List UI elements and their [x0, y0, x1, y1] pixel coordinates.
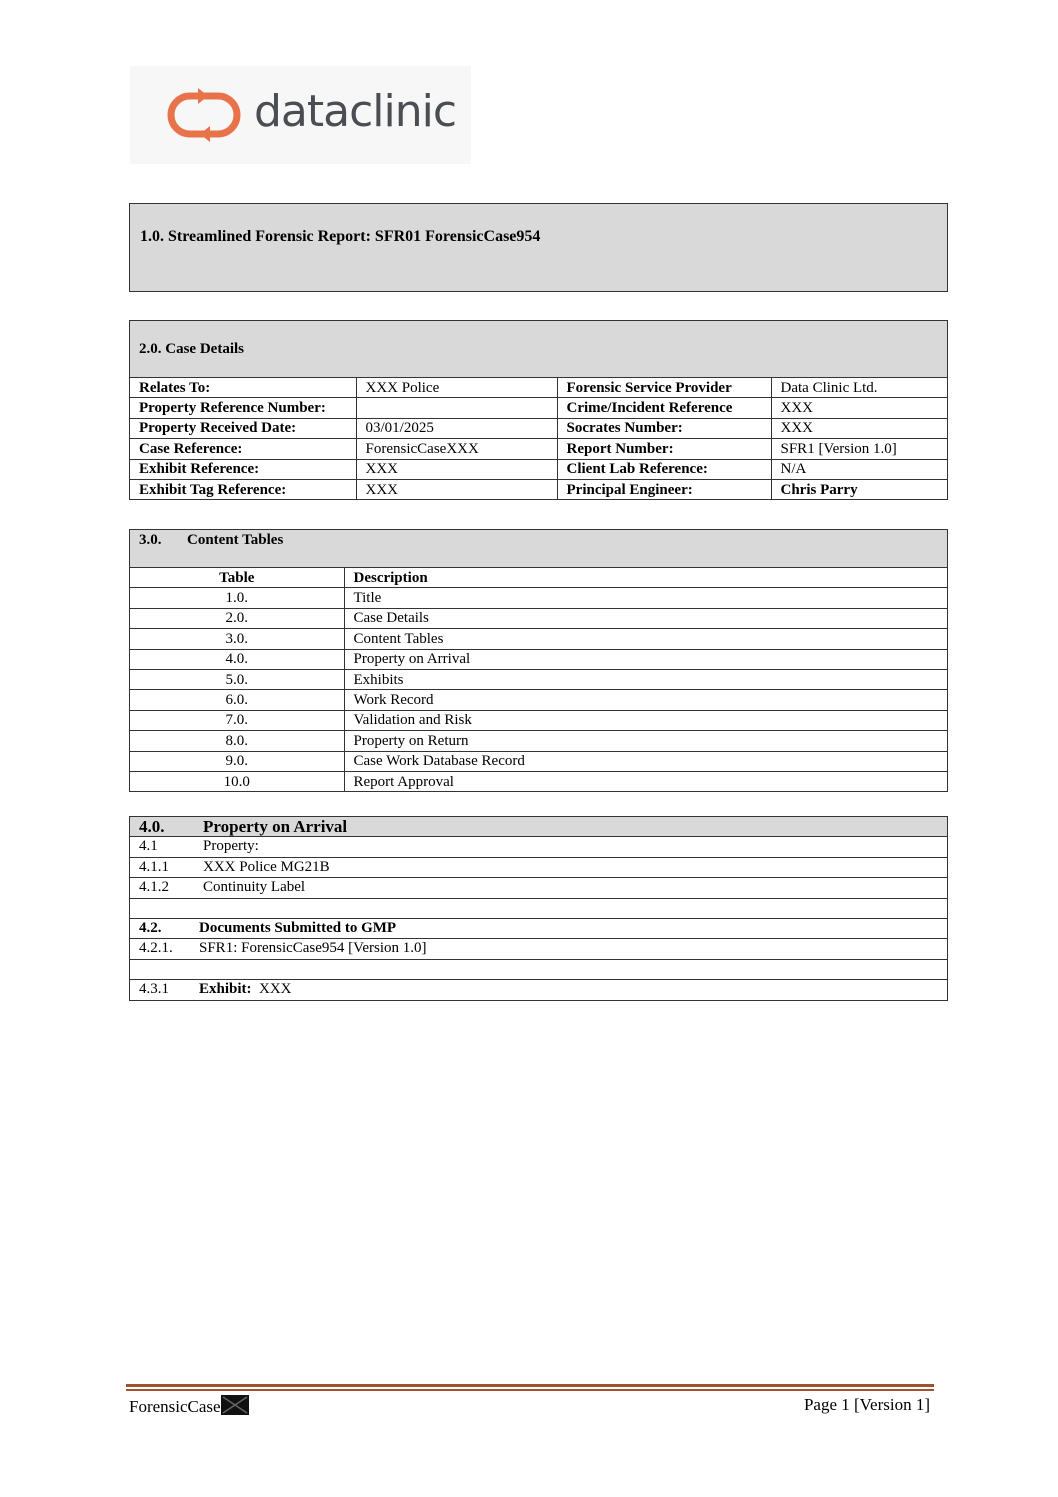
list-item — [130, 939, 947, 959]
table-number: 7.0. — [130, 710, 344, 730]
table-header-row — [130, 568, 947, 588]
item-text: Documents Submitted to GMP — [199, 919, 397, 936]
table-row — [130, 418, 947, 438]
item-number: 4.3.1 — [139, 981, 169, 998]
table-number: 10.0 — [130, 771, 344, 791]
item-number: 4.1 — [139, 838, 158, 855]
table-row — [130, 731, 947, 751]
column-header-table: Table — [130, 568, 344, 588]
field-label: Report Number: — [557, 439, 771, 459]
table-description: Case Details — [344, 608, 947, 628]
column-header-description: Description — [344, 568, 947, 588]
table-row — [130, 439, 947, 459]
item-text: XXX Police MG21B — [203, 858, 330, 875]
field-label: Relates To: — [130, 378, 356, 398]
spacer-row — [130, 960, 947, 980]
table-number: 8.0. — [130, 731, 344, 751]
item-number: 4.1.1 — [139, 858, 169, 875]
content-tables-table — [130, 568, 947, 791]
table-number: 5.0. — [130, 669, 344, 689]
field-label: Exhibit Reference: — [130, 459, 356, 479]
table-row — [130, 479, 947, 499]
table-row — [130, 459, 947, 479]
table-row — [130, 771, 947, 791]
field-value: XXX — [771, 418, 947, 438]
table-row — [130, 608, 947, 628]
table-number: 2.0. — [130, 608, 344, 628]
table-description: Exhibits — [344, 669, 947, 689]
spacer-row — [130, 899, 947, 919]
loop-logo-icon — [162, 88, 246, 142]
item-text: Continuity Label — [203, 879, 306, 896]
table-row — [130, 398, 947, 418]
table-description: Report Approval — [344, 771, 947, 791]
report-title-section — [129, 203, 948, 292]
content-tables-section — [129, 529, 948, 792]
table-row — [130, 669, 947, 689]
footer-divider — [126, 1384, 934, 1387]
field-value — [356, 398, 557, 418]
table-row — [130, 751, 947, 771]
table-row — [130, 649, 947, 669]
table-description: Property on Arrival — [344, 649, 947, 669]
table-description: Content Tables — [344, 629, 947, 649]
table-description: Work Record — [344, 690, 947, 710]
field-value: XXX — [356, 479, 557, 499]
field-value: SFR1 [Version 1.0] — [771, 439, 947, 459]
report-title: 1.0. Streamlined Forensic Report: SFR01 ForensicCase954 — [140, 228, 541, 245]
footer-divider — [126, 1389, 934, 1391]
table-description: Property on Return — [344, 731, 947, 751]
item-number: 4.1.2 — [139, 879, 169, 896]
footer-left-text: ForensicCase — [129, 1397, 221, 1416]
case-details-header — [130, 321, 947, 378]
table-row — [130, 378, 947, 398]
redaction-icon — [221, 1395, 249, 1415]
field-label: Property Received Date: — [130, 418, 356, 438]
table-row — [130, 710, 947, 730]
list-item — [130, 858, 947, 878]
field-value: 03/01/2025 — [356, 418, 557, 438]
field-value: N/A — [771, 459, 947, 479]
table-description: Validation and Risk — [344, 710, 947, 730]
exhibit-line — [199, 980, 292, 999]
property-on-arrival-header — [130, 817, 947, 837]
field-value: Data Clinic Ltd. — [771, 378, 947, 398]
item-text: SFR1: ForensicCase954 [Version 1.0] — [199, 940, 427, 957]
exhibit-label: Exhibit: — [199, 981, 252, 998]
table-description: Case Work Database Record — [344, 751, 947, 771]
field-label: Principal Engineer: — [557, 479, 771, 499]
field-label: Property Reference Number: — [130, 398, 356, 418]
table-number: 3.0. — [130, 629, 344, 649]
table-row — [130, 629, 947, 649]
field-label: Case Reference: — [130, 439, 356, 459]
field-label: Forensic Service Provider — [557, 378, 771, 398]
table-number: 6.0. — [130, 690, 344, 710]
company-logo — [130, 66, 471, 164]
table-row — [130, 588, 947, 608]
table-description: Title — [344, 588, 947, 608]
list-item — [130, 980, 947, 999]
case-details-section — [129, 320, 948, 500]
exhibit-value: XXX — [259, 981, 292, 998]
logo-wordmark: dataclinic — [254, 86, 457, 137]
field-value: Chris Parry — [771, 479, 947, 499]
field-value: XXX Police — [356, 378, 557, 398]
field-label: Socrates Number: — [557, 418, 771, 438]
case-details-table — [130, 378, 947, 499]
field-value: ForensicCaseXXX — [356, 439, 557, 459]
item-number: 4.2. — [139, 919, 162, 936]
field-value: XXX — [356, 459, 557, 479]
table-number: 4.0. — [130, 649, 344, 669]
list-item — [130, 878, 947, 898]
section-title: Content Tables — [187, 532, 284, 548]
field-label: Crime/Incident Reference — [557, 398, 771, 418]
section-number: 4.0. — [139, 817, 165, 836]
list-item — [130, 837, 947, 857]
case-details-title: 2.0. Case Details — [139, 341, 244, 357]
content-tables-header — [130, 530, 947, 568]
table-number: 9.0. — [130, 751, 344, 771]
footer-page-number: Page 1 [Version 1] — [803, 1395, 930, 1414]
field-label: Client Lab Reference: — [557, 459, 771, 479]
footer-case-name — [129, 1395, 249, 1417]
property-on-arrival-section — [129, 816, 948, 1001]
section-title: Property on Arrival — [203, 817, 348, 836]
field-label: Exhibit Tag Reference: — [130, 479, 356, 499]
field-value: XXX — [771, 398, 947, 418]
item-number: 4.2.1. — [139, 940, 173, 957]
table-number: 1.0. — [130, 588, 344, 608]
table-row — [130, 690, 947, 710]
documents-subheader — [130, 919, 947, 939]
item-text: Property: — [203, 838, 259, 855]
section-number: 3.0. — [139, 532, 162, 548]
